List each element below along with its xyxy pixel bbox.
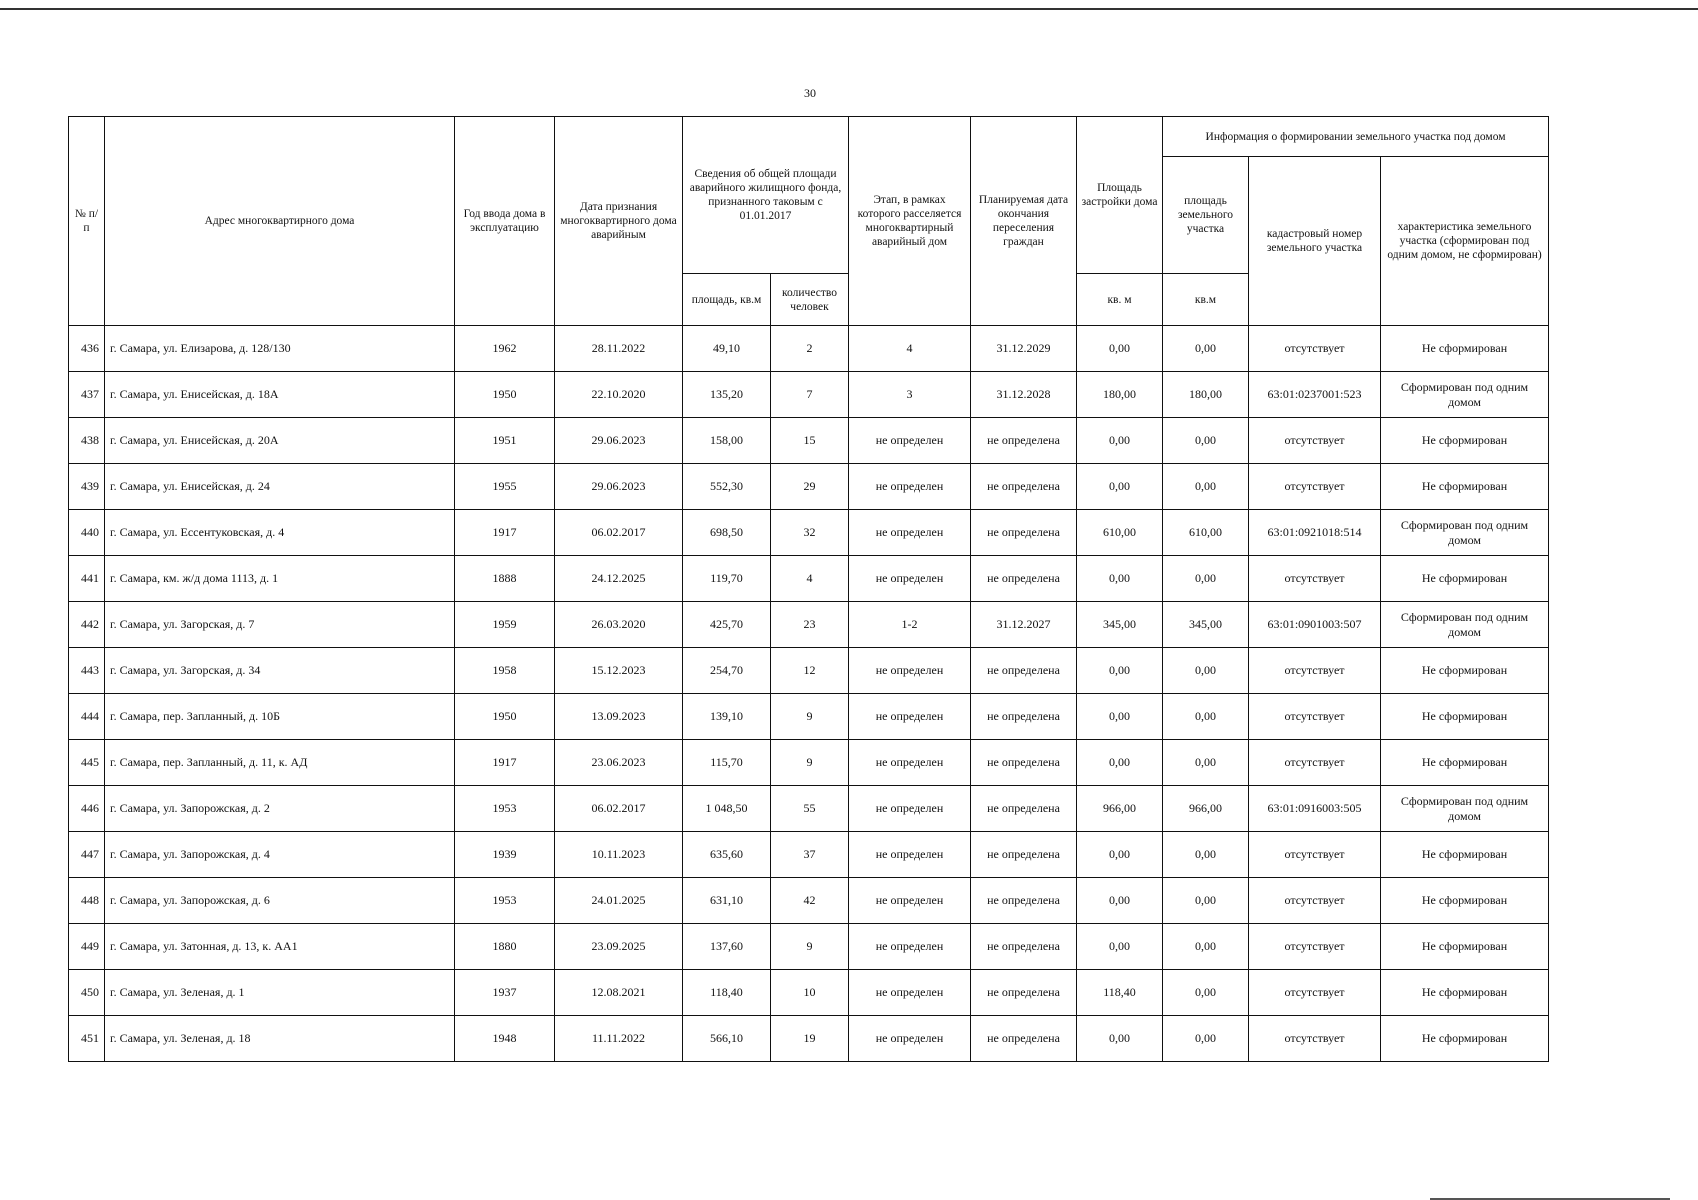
row-building-area: 0,00	[1077, 832, 1163, 878]
row-land-area: 0,00	[1163, 924, 1249, 970]
row-number: 450	[69, 970, 105, 1016]
header-recognized-date: Дата признания многоквартирного дома аварийным	[555, 117, 683, 326]
row-number: 437	[69, 372, 105, 418]
row-building-area: 0,00	[1077, 556, 1163, 602]
row-planned-date: не определена	[971, 510, 1077, 556]
row-planned-date: 31.12.2028	[971, 372, 1077, 418]
row-area: 135,20	[683, 372, 771, 418]
row-people: 29	[771, 464, 849, 510]
row-number: 447	[69, 832, 105, 878]
row-building-area: 345,00	[1077, 602, 1163, 648]
row-number: 441	[69, 556, 105, 602]
row-area: 118,40	[683, 970, 771, 1016]
row-area: 425,70	[683, 602, 771, 648]
row-year: 1953	[455, 786, 555, 832]
row-planned-date: не определена	[971, 1016, 1077, 1062]
row-building-area: 0,00	[1077, 878, 1163, 924]
row-year: 1948	[455, 1016, 555, 1062]
row-stage: не определен	[849, 1016, 971, 1062]
row-building-area: 610,00	[1077, 510, 1163, 556]
row-recognized-date: 23.09.2025	[555, 924, 683, 970]
row-stage: 1-2	[849, 602, 971, 648]
row-cadastral: отсутствует	[1249, 924, 1381, 970]
table-row	[69, 878, 1549, 924]
table-row	[69, 556, 1549, 602]
row-area: 552,30	[683, 464, 771, 510]
row-address: г. Самара, ул. Елизарова, д. 128/130	[105, 326, 455, 372]
row-cadastral: 63:01:0916003:505	[1249, 786, 1381, 832]
header-year: Год ввода дома в эксплуатацию	[455, 117, 555, 326]
row-stage: не определен	[849, 832, 971, 878]
row-year: 1951	[455, 418, 555, 464]
row-people: 15	[771, 418, 849, 464]
header-building-area: Площадь застройки дома	[1077, 117, 1163, 274]
row-cadastral: отсутствует	[1249, 648, 1381, 694]
row-status: Сформирован под одним домом	[1381, 372, 1549, 418]
row-planned-date: не определена	[971, 970, 1077, 1016]
row-number: 448	[69, 878, 105, 924]
row-land-area: 0,00	[1163, 648, 1249, 694]
row-cadastral: 63:01:0237001:523	[1249, 372, 1381, 418]
row-building-area: 180,00	[1077, 372, 1163, 418]
row-address: г. Самара, ул. Запорожская, д. 4	[105, 832, 455, 878]
row-people: 32	[771, 510, 849, 556]
row-land-area: 0,00	[1163, 556, 1249, 602]
row-planned-date: не определена	[971, 464, 1077, 510]
row-stage: не определен	[849, 924, 971, 970]
row-status: Сформирован под одним домом	[1381, 602, 1549, 648]
row-status: Не сформирован	[1381, 832, 1549, 878]
row-recognized-date: 12.08.2021	[555, 970, 683, 1016]
row-planned-date: 31.12.2027	[971, 602, 1077, 648]
row-planned-date: 31.12.2029	[971, 326, 1077, 372]
header-num: № п/п	[69, 117, 105, 326]
row-address: г. Самара, ул. Енисейская, д. 20А	[105, 418, 455, 464]
row-status: Не сформирован	[1381, 326, 1549, 372]
table-header	[69, 117, 1549, 326]
row-address: г. Самара, ул. Загорская, д. 34	[105, 648, 455, 694]
row-address: г. Самара, ул. Запорожская, д. 2	[105, 786, 455, 832]
header-address: Адрес многоквартирного дома	[105, 117, 455, 326]
row-people: 12	[771, 648, 849, 694]
row-building-area: 0,00	[1077, 740, 1163, 786]
row-address: г. Самара, км. ж/д дома 1113, д. 1	[105, 556, 455, 602]
row-land-area: 0,00	[1163, 1016, 1249, 1062]
header-planned-date: Планируемая дата окончания переселения граждан	[971, 117, 1077, 326]
row-people: 4	[771, 556, 849, 602]
row-building-area: 0,00	[1077, 326, 1163, 372]
header-land-area: площадь земельного участка	[1163, 157, 1249, 274]
row-land-area: 966,00	[1163, 786, 1249, 832]
row-address: г. Самара, ул. Зеленая, д. 18	[105, 1016, 455, 1062]
row-status: Не сформирован	[1381, 648, 1549, 694]
row-building-area: 0,00	[1077, 464, 1163, 510]
header-land-info: Информация о формировании земельного участка под домом	[1163, 117, 1549, 157]
row-status: Не сформирован	[1381, 418, 1549, 464]
row-status: Сформирован под одним домом	[1381, 786, 1549, 832]
row-area: 698,50	[683, 510, 771, 556]
row-stage: 4	[849, 326, 971, 372]
row-recognized-date: 29.06.2023	[555, 464, 683, 510]
table-row	[69, 1016, 1549, 1062]
row-recognized-date: 29.06.2023	[555, 418, 683, 464]
row-stage: не определен	[849, 740, 971, 786]
row-address: г. Самара, ул. Затонная, д. 13, к. АА1	[105, 924, 455, 970]
row-number: 436	[69, 326, 105, 372]
row-recognized-date: 28.11.2022	[555, 326, 683, 372]
row-cadastral: отсутствует	[1249, 832, 1381, 878]
header-characteristic: характеристика земельного участка (сформирован под одним домом, не сформирован)	[1381, 157, 1549, 326]
table-row	[69, 786, 1549, 832]
row-recognized-date: 23.06.2023	[555, 740, 683, 786]
row-year: 1953	[455, 878, 555, 924]
row-status: Не сформирован	[1381, 464, 1549, 510]
row-recognized-date: 15.12.2023	[555, 648, 683, 694]
row-building-area: 966,00	[1077, 786, 1163, 832]
row-address: г. Самара, ул. Загорская, д. 7	[105, 602, 455, 648]
row-recognized-date: 13.09.2023	[555, 694, 683, 740]
row-stage: не определен	[849, 556, 971, 602]
header-cadastral: кадастровый номер земельного участка	[1249, 157, 1381, 326]
row-land-area: 0,00	[1163, 326, 1249, 372]
row-status: Сформирован под одним домом	[1381, 510, 1549, 556]
table-row	[69, 510, 1549, 556]
row-address: г. Самара, пер. Запланный, д. 10Б	[105, 694, 455, 740]
row-recognized-date: 24.12.2025	[555, 556, 683, 602]
row-building-area: 0,00	[1077, 924, 1163, 970]
row-planned-date: не определена	[971, 924, 1077, 970]
row-people: 37	[771, 832, 849, 878]
row-planned-date: не определена	[971, 556, 1077, 602]
row-address: г. Самара, пер. Запланный, д. 11, к. АД	[105, 740, 455, 786]
row-planned-date: не определена	[971, 878, 1077, 924]
row-people: 2	[771, 326, 849, 372]
row-year: 1880	[455, 924, 555, 970]
row-cadastral: отсутствует	[1249, 878, 1381, 924]
row-year: 1937	[455, 970, 555, 1016]
row-recognized-date: 11.11.2022	[555, 1016, 683, 1062]
scan-edge-line	[0, 8, 1698, 10]
row-people: 19	[771, 1016, 849, 1062]
row-people: 10	[771, 970, 849, 1016]
row-area: 49,10	[683, 326, 771, 372]
row-building-area: 118,40	[1077, 970, 1163, 1016]
page-number: 30	[804, 86, 816, 100]
row-planned-date: не определена	[971, 740, 1077, 786]
row-cadastral: отсутствует	[1249, 694, 1381, 740]
row-status: Не сформирован	[1381, 556, 1549, 602]
header-area: площадь, кв.м	[683, 274, 771, 326]
row-stage: не определен	[849, 878, 971, 924]
row-stage: не определен	[849, 648, 971, 694]
row-land-area: 180,00	[1163, 372, 1249, 418]
row-land-area: 0,00	[1163, 970, 1249, 1016]
row-number: 440	[69, 510, 105, 556]
row-stage: не определен	[849, 510, 971, 556]
row-status: Не сформирован	[1381, 924, 1549, 970]
row-address: г. Самара, ул. Енисейская, д. 18А	[105, 372, 455, 418]
row-recognized-date: 06.02.2017	[555, 510, 683, 556]
row-year: 1962	[455, 326, 555, 372]
row-status: Не сформирован	[1381, 740, 1549, 786]
header-area-info: Сведения об общей площади аварийного жилищного фонда, признанного таковым с 01.01.2017	[683, 117, 849, 274]
table-row	[69, 602, 1549, 648]
row-address: г. Самара, ул. Зеленая, д. 1	[105, 970, 455, 1016]
row-building-area: 0,00	[1077, 694, 1163, 740]
row-people: 55	[771, 786, 849, 832]
table-body	[69, 326, 1549, 1062]
row-status: Не сформирован	[1381, 970, 1549, 1016]
row-address: г. Самара, ул. Ессентуковская, д. 4	[105, 510, 455, 556]
row-cadastral: отсутствует	[1249, 464, 1381, 510]
row-cadastral: 63:01:0921018:514	[1249, 510, 1381, 556]
row-number: 445	[69, 740, 105, 786]
row-status: Не сформирован	[1381, 878, 1549, 924]
row-area: 631,10	[683, 878, 771, 924]
row-people: 23	[771, 602, 849, 648]
header-stage: Этап, в рамках которого расселяется многоквартирный аварийный дом	[849, 117, 971, 326]
row-land-area: 610,00	[1163, 510, 1249, 556]
row-cadastral: отсутствует	[1249, 1016, 1381, 1062]
row-people: 9	[771, 924, 849, 970]
row-area: 566,10	[683, 1016, 771, 1062]
row-people: 7	[771, 372, 849, 418]
row-land-area: 0,00	[1163, 740, 1249, 786]
row-recognized-date: 22.10.2020	[555, 372, 683, 418]
header-unit-building: кв. м	[1077, 274, 1163, 326]
table-row	[69, 694, 1549, 740]
row-stage: не определен	[849, 786, 971, 832]
row-year: 1959	[455, 602, 555, 648]
row-status: Не сформирован	[1381, 1016, 1549, 1062]
row-land-area: 345,00	[1163, 602, 1249, 648]
row-cadastral: отсутствует	[1249, 326, 1381, 372]
row-address: г. Самара, ул. Енисейская, д. 24	[105, 464, 455, 510]
row-cadastral: отсутствует	[1249, 740, 1381, 786]
row-planned-date: не определена	[971, 832, 1077, 878]
row-stage: не определен	[849, 418, 971, 464]
row-building-area: 0,00	[1077, 418, 1163, 464]
row-recognized-date: 26.03.2020	[555, 602, 683, 648]
table-row	[69, 832, 1549, 878]
emergency-housing-table	[68, 116, 1549, 1062]
row-recognized-date: 24.01.2025	[555, 878, 683, 924]
row-year: 1955	[455, 464, 555, 510]
row-land-area: 0,00	[1163, 464, 1249, 510]
table-row	[69, 970, 1549, 1016]
row-planned-date: не определена	[971, 786, 1077, 832]
row-area: 635,60	[683, 832, 771, 878]
row-area: 119,70	[683, 556, 771, 602]
row-planned-date: не определена	[971, 694, 1077, 740]
row-cadastral: отсутствует	[1249, 970, 1381, 1016]
row-address: г. Самара, ул. Запорожская, д. 6	[105, 878, 455, 924]
row-number: 438	[69, 418, 105, 464]
row-building-area: 0,00	[1077, 648, 1163, 694]
row-people: 42	[771, 878, 849, 924]
header-people: количество человек	[771, 274, 849, 326]
row-area: 1 048,50	[683, 786, 771, 832]
row-area: 137,60	[683, 924, 771, 970]
table-row	[69, 326, 1549, 372]
row-land-area: 0,00	[1163, 878, 1249, 924]
row-area: 139,10	[683, 694, 771, 740]
row-year: 1958	[455, 648, 555, 694]
row-year: 1950	[455, 694, 555, 740]
row-cadastral: 63:01:0901003:507	[1249, 602, 1381, 648]
row-number: 442	[69, 602, 105, 648]
row-year: 1939	[455, 832, 555, 878]
row-planned-date: не определена	[971, 418, 1077, 464]
row-people: 9	[771, 740, 849, 786]
row-year: 1950	[455, 372, 555, 418]
table-row	[69, 418, 1549, 464]
row-people: 9	[771, 694, 849, 740]
row-building-area: 0,00	[1077, 1016, 1163, 1062]
row-land-area: 0,00	[1163, 832, 1249, 878]
row-stage: не определен	[849, 970, 971, 1016]
table-row	[69, 372, 1549, 418]
row-number: 451	[69, 1016, 105, 1062]
row-land-area: 0,00	[1163, 418, 1249, 464]
row-planned-date: не определена	[971, 648, 1077, 694]
row-cadastral: отсутствует	[1249, 556, 1381, 602]
row-recognized-date: 06.02.2017	[555, 786, 683, 832]
row-stage: не определен	[849, 464, 971, 510]
row-year: 1917	[455, 510, 555, 556]
row-stage: не определен	[849, 694, 971, 740]
table-row	[69, 648, 1549, 694]
table-row	[69, 740, 1549, 786]
row-year: 1888	[455, 556, 555, 602]
row-land-area: 0,00	[1163, 694, 1249, 740]
header-unit-land: кв.м	[1163, 274, 1249, 326]
row-number: 439	[69, 464, 105, 510]
table-row	[69, 464, 1549, 510]
table-row	[69, 924, 1549, 970]
row-recognized-date: 10.11.2023	[555, 832, 683, 878]
row-number: 446	[69, 786, 105, 832]
row-number: 443	[69, 648, 105, 694]
row-cadastral: отсутствует	[1249, 418, 1381, 464]
row-number: 444	[69, 694, 105, 740]
row-stage: 3	[849, 372, 971, 418]
row-status: Не сформирован	[1381, 694, 1549, 740]
row-year: 1917	[455, 740, 555, 786]
row-area: 158,00	[683, 418, 771, 464]
row-area: 115,70	[683, 740, 771, 786]
row-area: 254,70	[683, 648, 771, 694]
row-number: 449	[69, 924, 105, 970]
